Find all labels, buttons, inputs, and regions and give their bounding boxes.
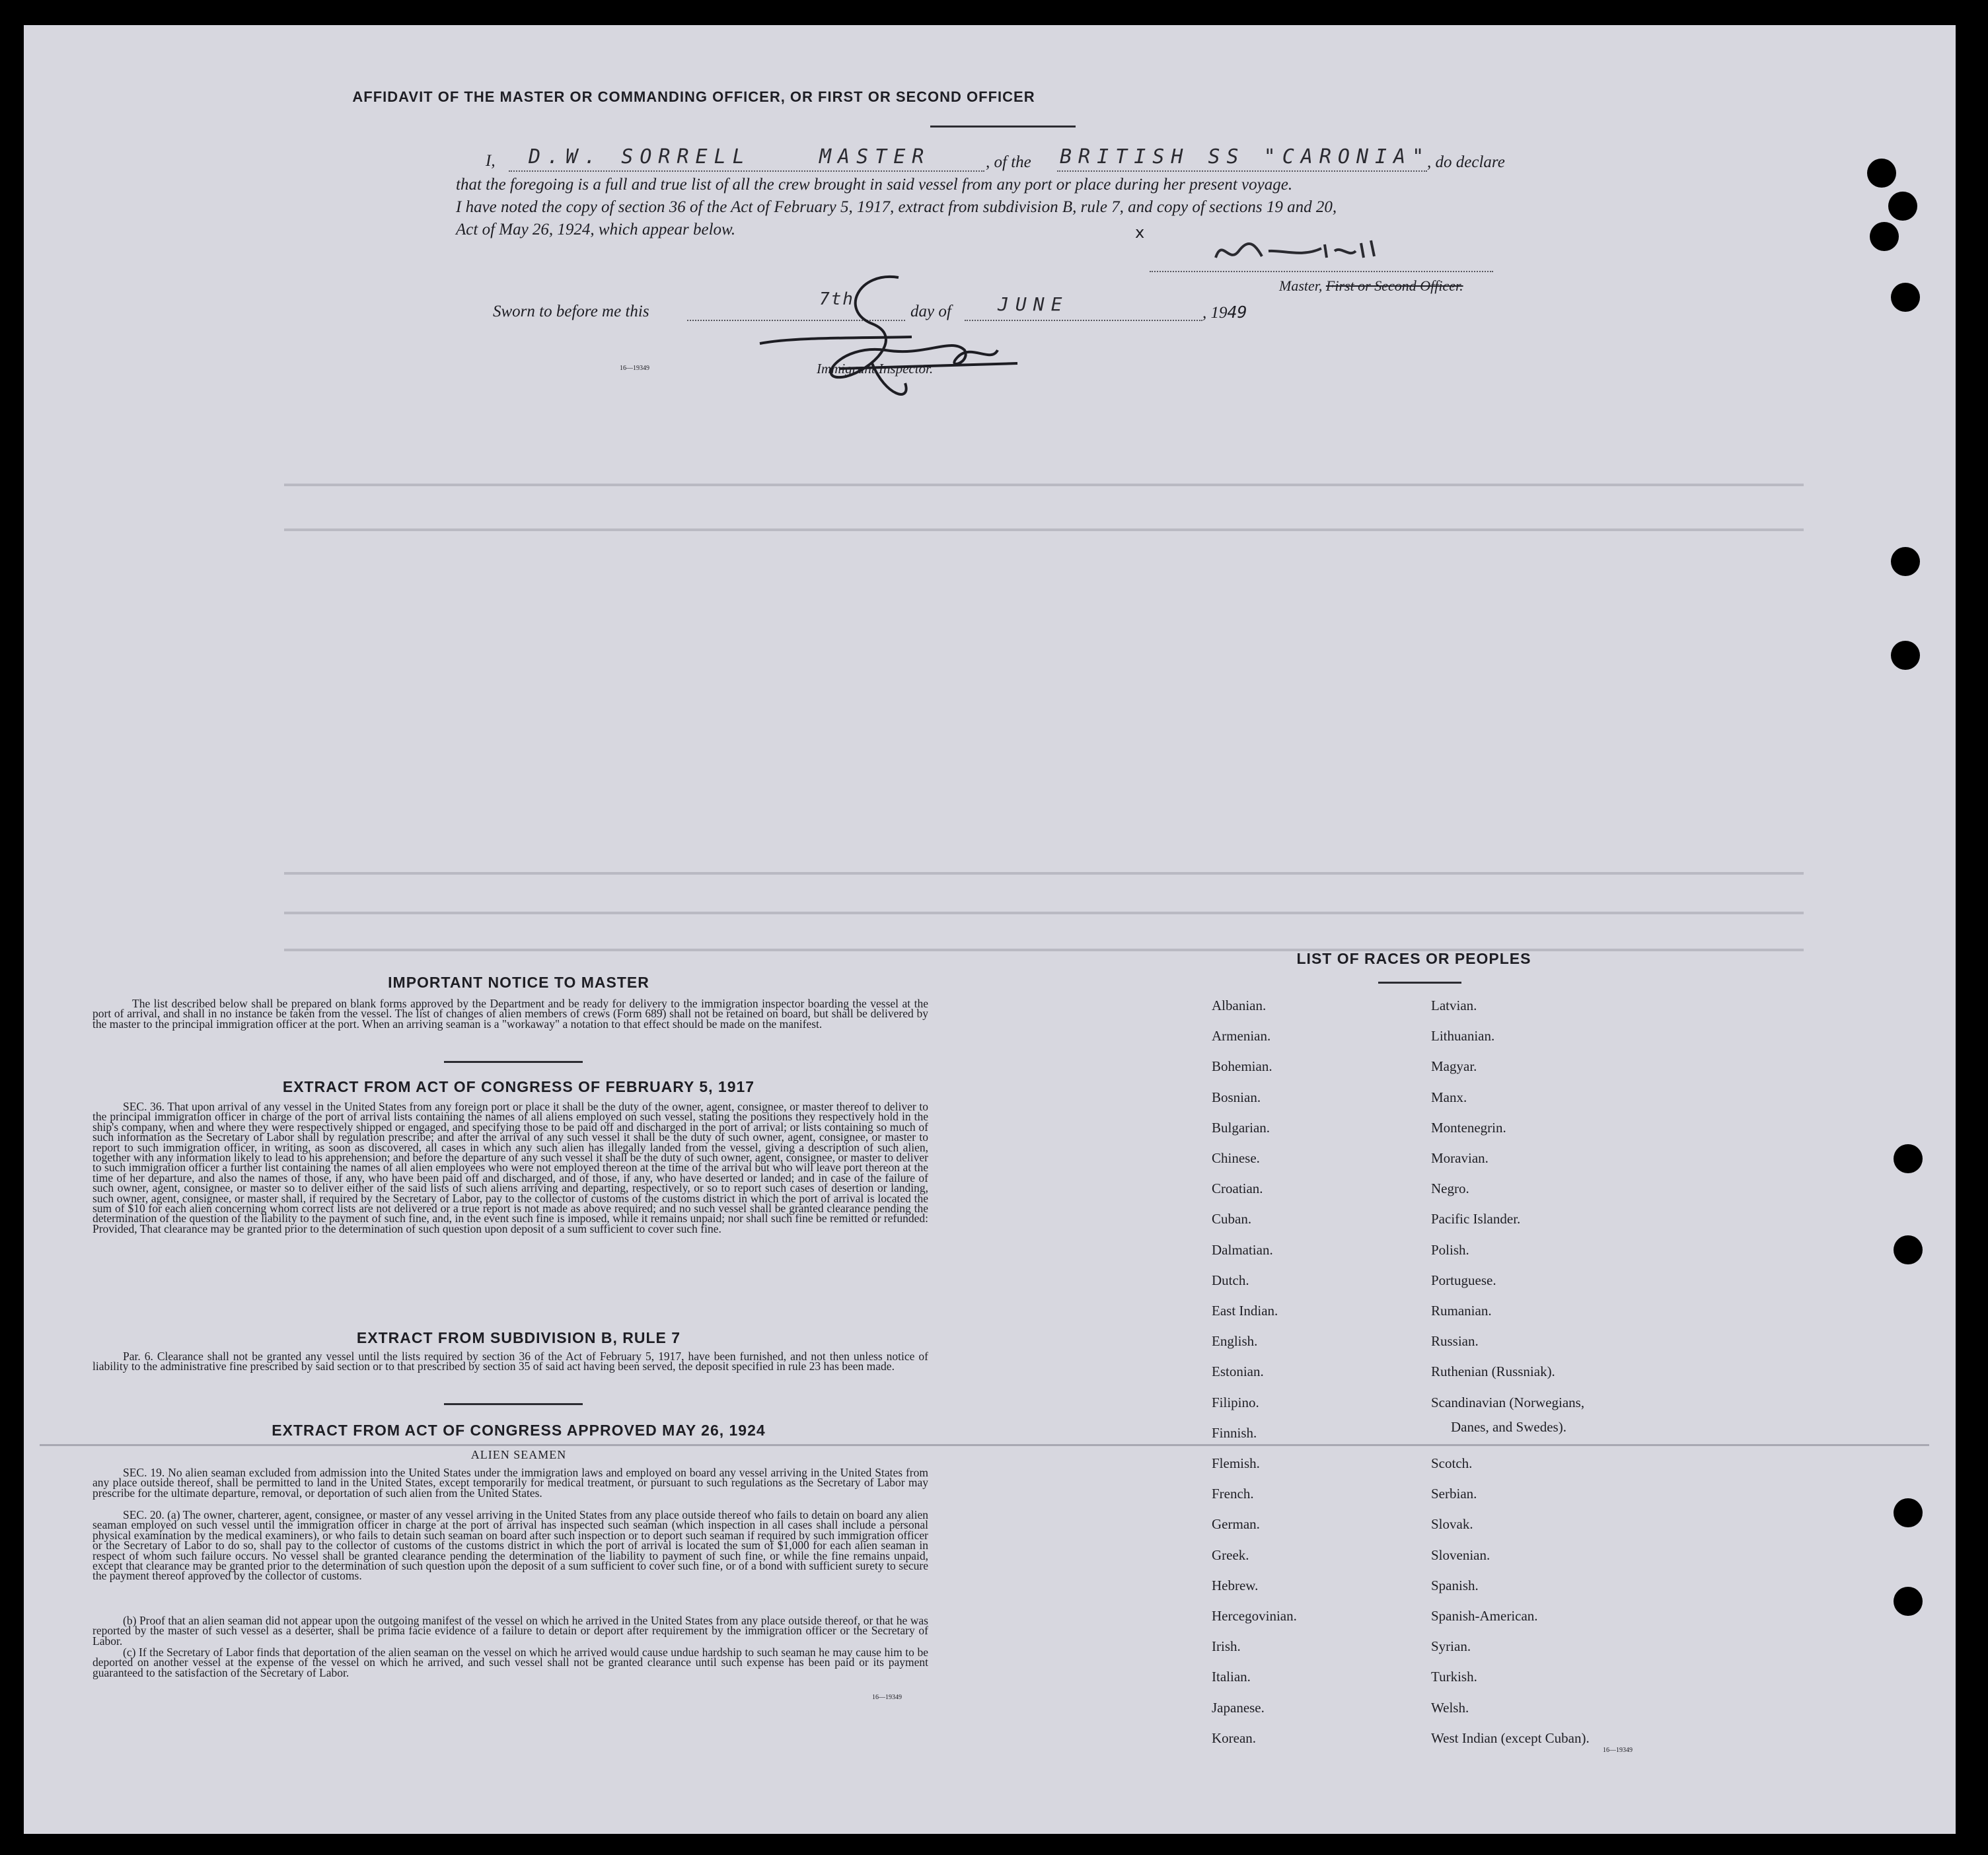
punch-hole	[1891, 283, 1920, 312]
pre-i: I,	[486, 152, 496, 170]
master-caption	[1279, 277, 1463, 295]
punch-hole	[1870, 222, 1899, 251]
master-caption-b: First or Second Officer.	[1325, 277, 1463, 294]
punch-hole	[1894, 1235, 1923, 1264]
race-item: West Indian (except Cuban).	[1431, 1729, 1590, 1746]
sworn-label: Sworn to before me this	[493, 303, 649, 320]
race-item: Syrian.	[1431, 1638, 1471, 1655]
extract-1917-title: EXTRACT FROM ACT OF CONGRESS OF FEBRUARY 5, 1917	[282, 1078, 755, 1095]
bleed-through-line	[40, 1444, 1929, 1446]
race-item: Finnish.	[1212, 1424, 1257, 1441]
race-item: Bosnian.	[1212, 1089, 1261, 1105]
race-item: Croatian.	[1212, 1181, 1263, 1197]
race-item: Hebrew.	[1212, 1577, 1259, 1593]
race-item: East Indian.	[1212, 1303, 1278, 1319]
bleed-through-line	[284, 872, 1804, 875]
race-item: German.	[1212, 1516, 1260, 1533]
x-mark: x	[1135, 223, 1145, 242]
race-item: Magyar.	[1431, 1058, 1477, 1075]
punch-hole	[1894, 1498, 1923, 1527]
race-item: Lithuanian.	[1431, 1028, 1495, 1044]
extract-1924-p4: (c) If the Secretary of Labor finds that deportation of the alien seaman on the vessel on which he arrived would cause undue hardship to such seaman he may cause him to be deported on another vessel at the expense of the vessel on which he arrived, and such vessel shall not be granted clearance until such expense has been paid or its payment guaranteed to the satisfaction of the Secretary of Labor.	[92, 1646, 928, 1679]
race-item: Cuban.	[1212, 1211, 1252, 1227]
race-item: English.	[1212, 1333, 1258, 1350]
race-item: Montenegrin.	[1431, 1119, 1506, 1136]
race-item: Moravian.	[1431, 1150, 1489, 1166]
race-item-continuation: Danes, and Swedes).	[1451, 1419, 1566, 1435]
punch-hole	[1894, 1144, 1923, 1173]
race-item: Slovenian.	[1431, 1546, 1491, 1563]
race-item: Latvian.	[1431, 998, 1477, 1013]
race-item: French.	[1212, 1486, 1254, 1502]
vessel-name: BRITISH SS "CARONIA"	[1060, 145, 1431, 168]
race-item: Armenian.	[1212, 1028, 1271, 1044]
punch-hole	[1891, 641, 1920, 670]
affidavit-line2: that the foregoing is a full and true list of all the crew brought in said vessel from any port or place during her present voyage.	[456, 176, 1293, 194]
of-the-label: , of the	[986, 153, 1031, 171]
race-item: Irish.	[1212, 1638, 1241, 1655]
extract-rule7-title: EXTRACT FROM SUBDIVISION B, RULE 7	[356, 1329, 681, 1346]
extract-1924-p1: SEC. 19. No alien seaman excluded from admission into the United States under the immigration laws and employed on board any vessel arriving in the United States from any place outside thereof, shall be permitted to land in the United States, except temporarily for medical treatment, or pursuant to such regulations as the Secretary of Labor may prescribe for the ultimate departure, removal, or deportation of such alien from the United States.	[92, 1466, 928, 1500]
race-item: Greek.	[1212, 1546, 1249, 1563]
race-item: Slovak.	[1431, 1516, 1473, 1533]
race-item: Bulgarian.	[1212, 1119, 1270, 1136]
form-number-right: 16—19349	[1603, 1747, 1633, 1754]
race-item: Negro.	[1431, 1181, 1469, 1197]
race-item: Turkish.	[1431, 1669, 1477, 1685]
bleed-through-line	[284, 528, 1804, 531]
extract-1924-p3: (b) Proof that an alien seaman did not appear upon the outgoing manifest of the vessel on which he arrived in the United States from any place outside thereof, or that he was reported by the master of such vessel as a deserter, shall be prima facie evidence of a failure to detain or deport after requirement by the immigration officer or the Secretary of Labor.	[92, 1614, 928, 1648]
affidavit-title: AFFIDAVIT OF THE MASTER OR COMMANDING OFFICER, OR FIRST OR SECOND OFFICER	[352, 89, 1035, 105]
race-item: Dutch.	[1212, 1272, 1249, 1288]
divider	[444, 1061, 583, 1063]
race-item: Bohemian.	[1212, 1058, 1272, 1075]
race-item: Chinese.	[1212, 1150, 1260, 1166]
races-title: LIST OF RACES OR PEOPLES	[1296, 950, 1531, 967]
master-signature	[1209, 231, 1420, 271]
race-item: Polish.	[1431, 1241, 1469, 1258]
race-item: Spanish-American.	[1431, 1608, 1538, 1624]
race-item: Albanian.	[1212, 998, 1267, 1013]
race-item: Rumanian.	[1431, 1303, 1492, 1319]
race-item: Spanish.	[1431, 1577, 1479, 1593]
year-value: 49	[1227, 303, 1247, 322]
punch-hole	[1867, 159, 1896, 188]
notice-title: IMPORTANT NOTICE TO MASTER	[388, 974, 649, 991]
month-value: JUNE	[998, 293, 1069, 315]
race-item: Korean.	[1212, 1729, 1257, 1746]
affidavit-line1	[486, 152, 496, 170]
form-number-top: 16—19349	[620, 365, 649, 372]
extract-rule7-text: Par. 6. Clearance shall not be granted any vessel until the lists required by section 36 of the Act of February 5, 1917, have been furnished, and not then unless notice of liability to the administrative fine prescribed by said section or to that prescribed by section 35 of said act having been served, the deposit specified in rule 23 has been made.	[92, 1350, 928, 1373]
race-item: Estonian.	[1212, 1364, 1264, 1380]
extract-1924-p2: SEC. 20. (a) The owner, charterer, agent, consignee, or master of any vessel arriving in the United States from any place outside thereof who fails to detain on board any alien seaman employed on such vessel until the immigration officer in charge at the port of arrival has inspected such seaman (which inspection in all cases shall include a personal physical examination by the medical examiners), or who fails to detain such seaman on board after such inspection or to deport such seaman if required by such immigration officer or the Secretary of Labor to do so, shall pay to the collector of customs of the customs district in which the port of arrival is located the sum of $1,000 for each alien seaman in respect of whom such failure occurs. No vessel shall be granted clearance pending the determination of the liability to payment of such fine, or while the fine remains unpaid, except that clearance may be granted prior to the determination of such question upon the deposit of a sum sufficient to cover such fine, or of a bond with sufficient surety to secure the payment thereof approved by the collector of customs.	[92, 1508, 928, 1583]
bleed-through-line	[284, 484, 1804, 486]
race-item: Filipino.	[1212, 1394, 1259, 1410]
affidavit-line4: Act of May 26, 1924, which appear below.	[456, 221, 736, 238]
affidavit-line3: I have noted the copy of section 36 of the Act of February 5, 1917, extract from subdivision B, rule 7, and copy of sections 19 and 20,	[456, 198, 1337, 216]
race-item: Flemish.	[1212, 1455, 1260, 1471]
race-item: Hercegovinian.	[1212, 1608, 1297, 1624]
race-item: Ruthenian (Russniak).	[1431, 1364, 1555, 1380]
do-declare-label: , do declare	[1427, 153, 1505, 171]
vessel-fill-line	[1057, 170, 1427, 172]
master-caption-a: Master,	[1279, 277, 1323, 294]
punch-hole	[1894, 1587, 1923, 1616]
divider	[1378, 982, 1461, 984]
race-item: Russian.	[1431, 1333, 1479, 1350]
race-item: Portuguese.	[1431, 1272, 1496, 1288]
race-item: Dalmatian.	[1212, 1241, 1273, 1258]
year-prefix: , 19	[1202, 304, 1228, 322]
bleed-through-line	[284, 949, 1804, 951]
race-item: Manx.	[1431, 1089, 1467, 1105]
extract-1924-subtitle: ALIEN SEAMEN	[470, 1448, 567, 1461]
master-name: D.W. SORRELL	[529, 145, 751, 168]
race-item: Welsh.	[1431, 1699, 1469, 1716]
extract-1924-title: EXTRACT FROM ACT OF CONGRESS APPROVED MAY 26, 1924	[272, 1422, 766, 1439]
race-item: Italian.	[1212, 1669, 1251, 1685]
day-value: 7th	[819, 289, 854, 309]
race-item: Japanese.	[1212, 1699, 1265, 1716]
race-item: Serbian.	[1431, 1486, 1477, 1502]
divider	[930, 126, 1076, 127]
race-item: Pacific Islander.	[1431, 1211, 1521, 1227]
inspector-signature	[740, 264, 1037, 410]
name-fill-line	[509, 170, 984, 172]
punch-hole	[1888, 192, 1917, 221]
race-item: Scotch.	[1431, 1455, 1473, 1471]
form-number-left: 16—19349	[872, 1694, 902, 1701]
master-rank: MASTER	[819, 145, 931, 168]
extract-1917-text: SEC. 36. That upon arrival of any vessel in the United States from any foreign port or place it shall be the duty of the owner, agent, consignee, or master thereof to deliver to the principal immigration officer in charge of the port of arrival lists containing the names of all aliens employed on such vessel, stating the positions they respectively hold in the ship's company, when and where they were respectively shipped or engaged, and specifying those to be paid off and discharged in the port of arrival; or lists containing so much of such information as the Secretary of Labor shall by regulation prescribe; and after the arrival of any such vessel it shall be the duty of such owner, agent, consignee, or master to report to such immigration officer, in writing, as soon as discovered, all cases in which any such alien has illegally landed from the vessel, giving a description of such alien, together with any information likely to lead to his apprehension; and before the departure of any such vessel it shall be the duty of such owner, agent, consignee, or master to deliver to such immigration officer a further list containing the names of all alien employees who were not employed thereon at the time of the arrival but who will leave port thereon at the time of her departure, and also the names of those, if any, who have been paid off and discharged, and of those, if any, who have deserted or landed; and in case of the failure of such owner, agent, consignee, or master so to deliver either of the said lists of such aliens arriving and departing, respectively, or so to report such cases of desertion or landing, such owner, agent, consignee, or master shall, if required by the Secretary of Labor, pay to the collector of customs of the customs district in which the port of arrival is located the sum of $10 for each alien concerning whom correct lists are not delivered or a true report is not made as above required; and no such vessel shall be granted clearance pending the determination of the question of the liability to the payment of such fine, and, in the event such fine is imposed, while it remains unpaid; nor shall such fine be remitted or refunded: Provided, That clearance may be granted prior to the determination of such question upon deposit of a sum sufficient to cover such fine.	[92, 1100, 928, 1235]
divider	[444, 1403, 583, 1405]
inspector-caption: Immigrant Inspector.	[817, 361, 934, 377]
signature-line	[1150, 271, 1493, 272]
year-label	[1202, 303, 1247, 322]
day-of-label: day of	[910, 303, 951, 320]
race-item: Scandinavian (Norwegians,	[1431, 1394, 1585, 1410]
punch-hole	[1891, 547, 1920, 576]
notice-text: The list described below shall be prepared on blank forms approved by the Department and be ready for delivery to the immigration inspector boarding the vessel at the port of arrival, and shall in no instance be taken from the vessel. The list of changes of alien members of crews (Form 689) shall not be retained on board, but shall be delivered by the master to the principal immigration officer at the port. When an arriving seaman is a "workaway" a notation to that effect should be made on the manifest.	[92, 997, 928, 1031]
bleed-through-line	[284, 912, 1804, 914]
